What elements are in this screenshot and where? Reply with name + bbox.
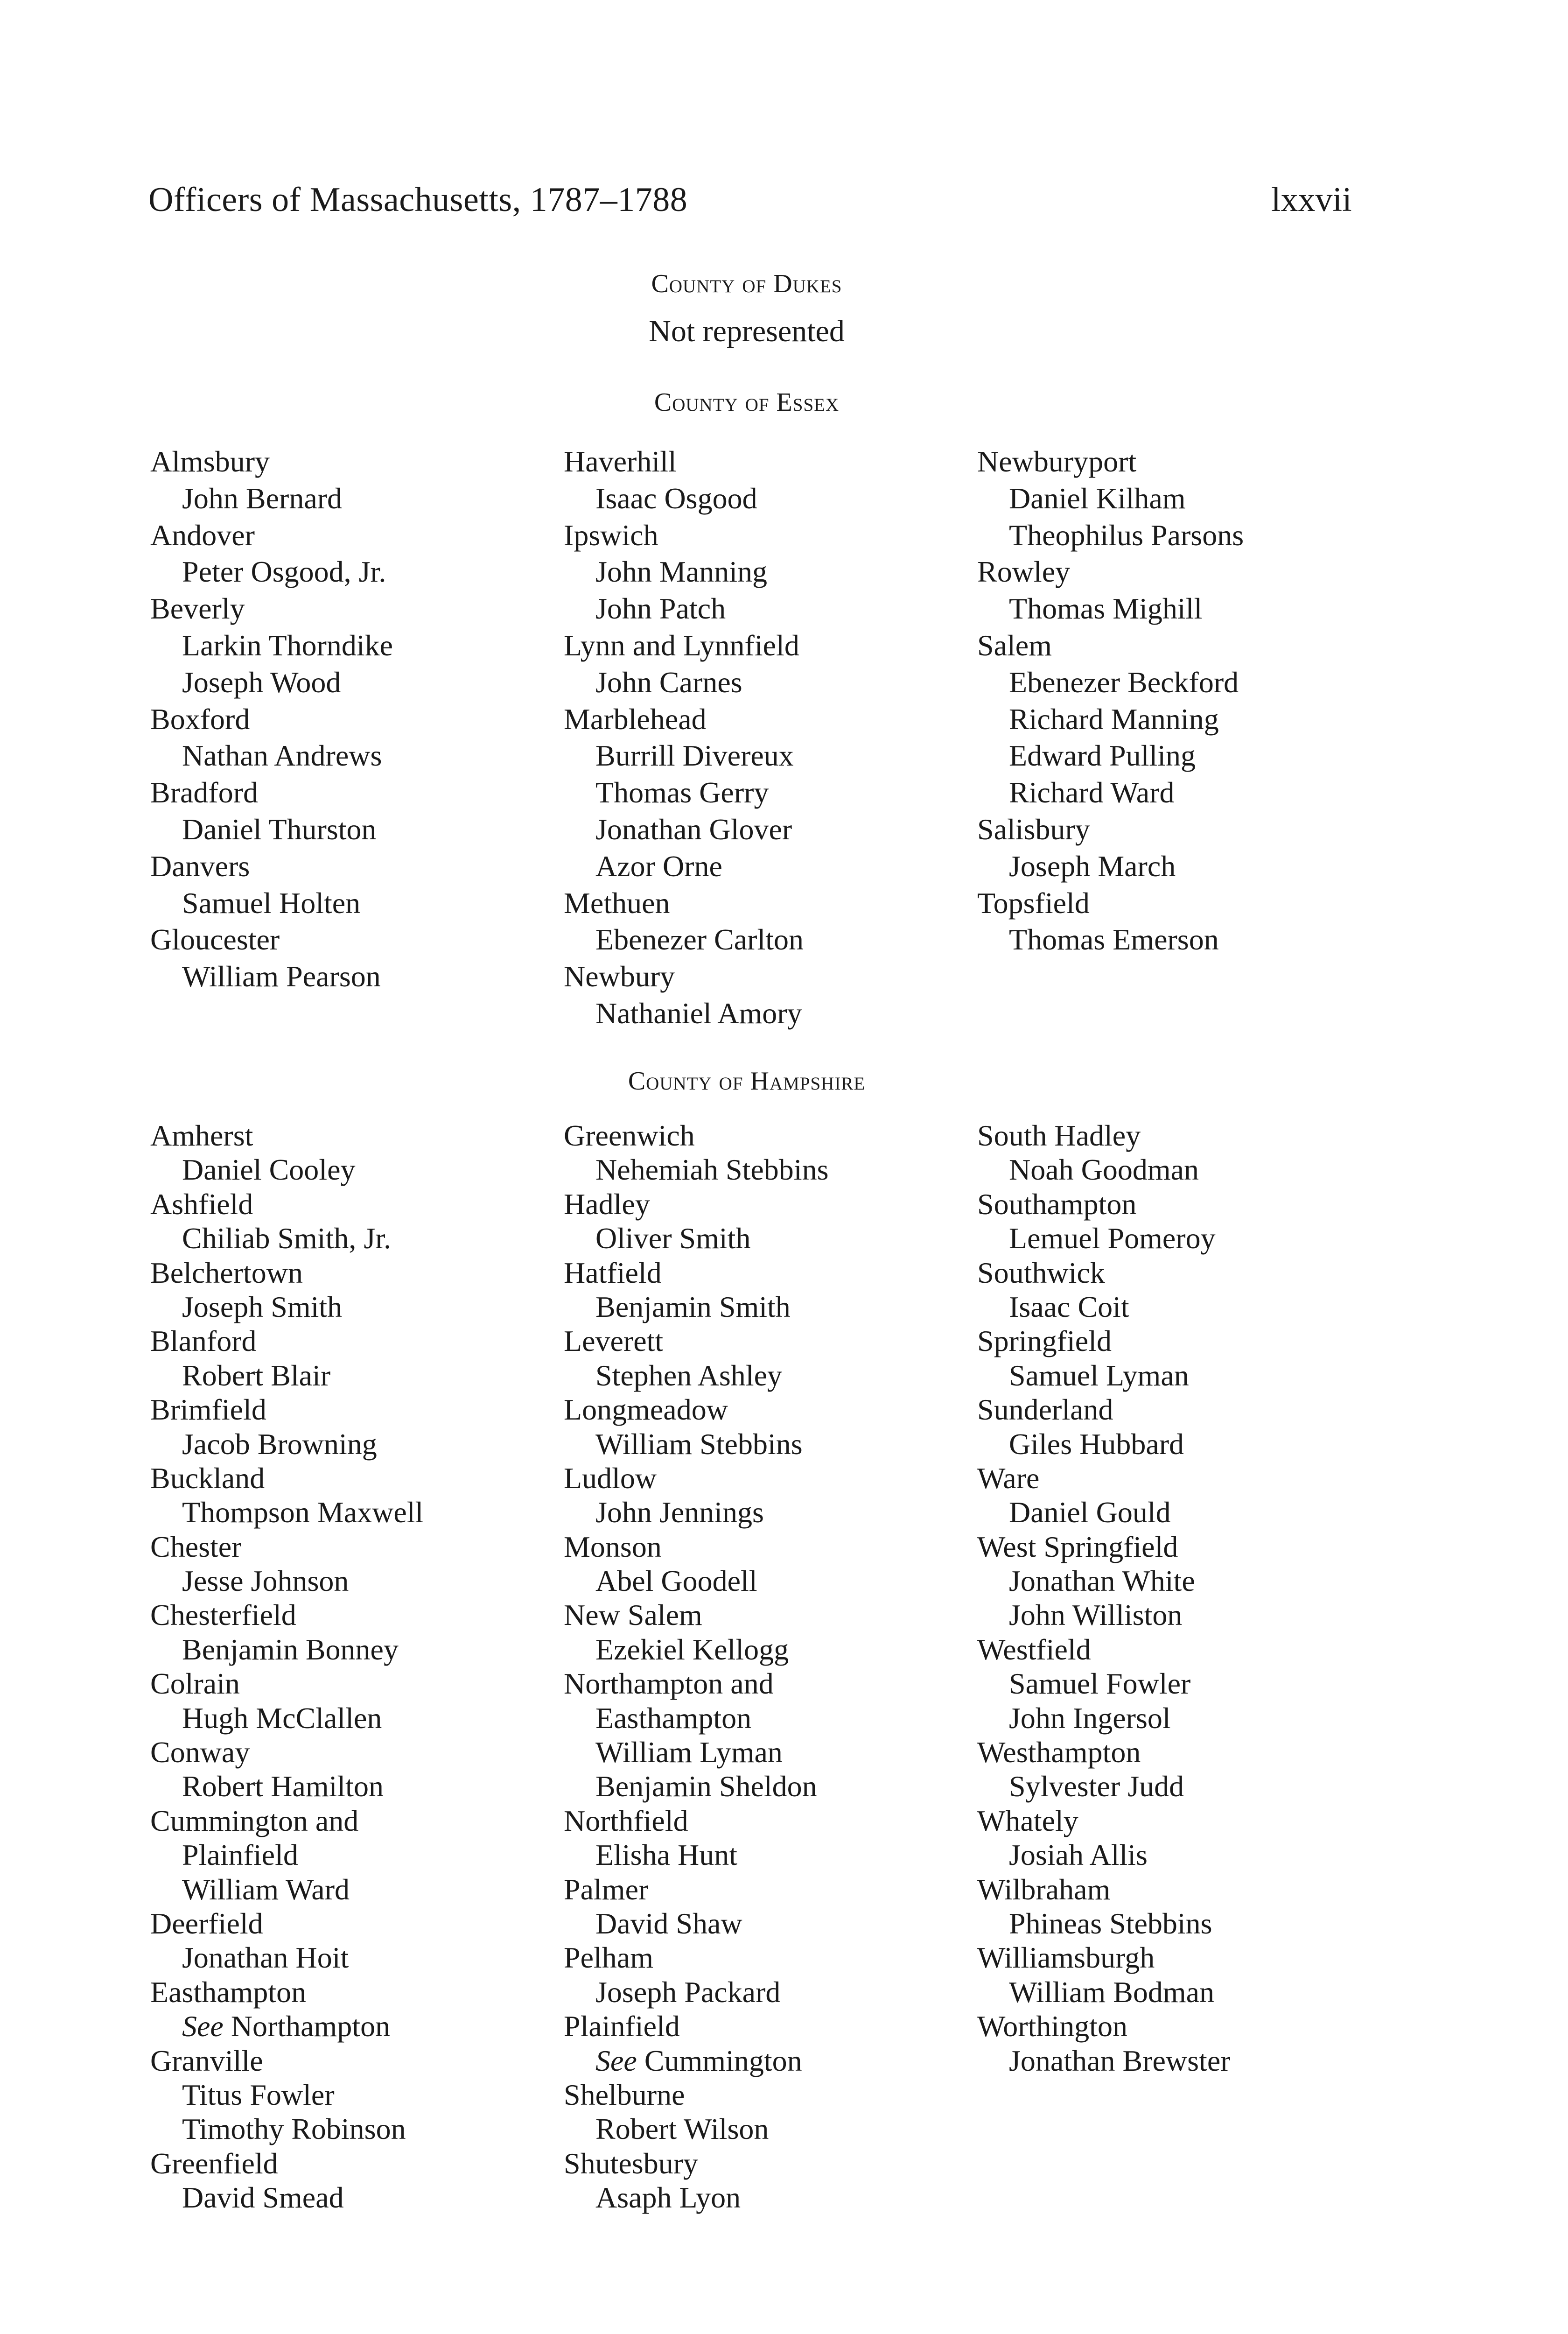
representative-entry: Robert Hamilton: [182, 1770, 384, 1803]
essex-heading: County of Essex: [654, 388, 840, 417]
town-entry: Deerfield: [150, 1906, 263, 1940]
representative-entry: Peter Osgood, Jr.: [182, 555, 386, 589]
representative-entry: William Pearson: [182, 960, 381, 993]
representative-entry: Samuel Holten: [182, 886, 361, 920]
town-entry: Almsbury: [150, 445, 270, 478]
representative-entry: Samuel Lyman: [1009, 1358, 1189, 1392]
representative-entry: Ebenezer Beckford: [1009, 665, 1239, 699]
representative-entry: Giles Hubbard: [1009, 1427, 1184, 1461]
representative-entry: Azor Orne: [595, 849, 722, 883]
town-entry: Topsfield: [977, 886, 1090, 920]
cross-reference-target: Northampton: [231, 2010, 391, 2043]
town-entry: Chester: [150, 1530, 242, 1563]
hampshire-heading: County of Hampshire: [628, 1067, 866, 1096]
town-entry: Leverett: [564, 1324, 664, 1358]
representative-entry: [564, 2044, 828, 2078]
representative-entry: Phineas Stebbins: [1009, 1906, 1212, 1940]
representative-entry: Thompson Maxwell: [182, 1496, 424, 1529]
town-entry: Danvers: [150, 849, 250, 883]
representative-entry: Richard Ward: [1009, 776, 1175, 809]
representative-entry: Chiliab Smith, Jr.: [182, 1222, 392, 1255]
town-entry: Marblehead: [564, 702, 707, 736]
representative-entry: John Manning: [595, 555, 767, 589]
dukes-note: Not represented: [649, 314, 845, 348]
essex-column-2: [564, 443, 804, 1032]
town-entry: Granville: [150, 2044, 263, 2077]
representative-entry: John Jennings: [595, 1496, 764, 1529]
town-entry: Chesterfield: [150, 1598, 296, 1632]
town-entry: Colrain: [150, 1667, 240, 1701]
town-entry: Ware: [977, 1461, 1040, 1495]
town-entry: Amherst: [150, 1119, 253, 1152]
town-entry: Methuen: [564, 886, 670, 920]
representative-entry: Richard Manning: [1009, 702, 1219, 736]
representative-entry: Titus Fowler: [182, 2078, 335, 2111]
town-entry: Pelham: [564, 1941, 653, 1975]
representative-entry: Lemuel Pomeroy: [1009, 1222, 1216, 1255]
representative-entry: John Bernard: [182, 481, 343, 515]
town-entry: Longmeadow: [564, 1393, 728, 1427]
representative-entry: Jacob Browning: [182, 1427, 377, 1461]
representative-entry: Oliver Smith: [595, 1222, 751, 1255]
representative-entry: Elisha Hunt: [595, 1838, 737, 1872]
cross-reference-target: Cummington: [644, 2044, 802, 2077]
town-entry: Gloucester: [150, 923, 280, 956]
representative-entry: John Patch: [595, 592, 726, 626]
representative-entry: Daniel Cooley: [182, 1153, 356, 1187]
hampshire-column-3: [977, 1118, 1231, 2078]
representative-entry: Timothy Robinson: [182, 2112, 406, 2146]
representative-entry: John Ingersol: [1009, 1701, 1171, 1735]
town-entry: Brimfield: [150, 1393, 266, 1427]
town-entry: Newburyport: [977, 445, 1137, 478]
town-entry: Buckland: [150, 1461, 265, 1495]
town-entry: Northampton and: [564, 1667, 774, 1701]
page-number: lxxvii: [1271, 181, 1352, 219]
town-entry: Rowley: [977, 555, 1071, 589]
town-entry: South Hadley: [977, 1119, 1141, 1152]
town-entry: Palmer: [564, 1872, 649, 1906]
representative-entry: Isaac Osgood: [595, 481, 757, 515]
representative-entry: Jonathan White: [1009, 1564, 1195, 1598]
representative-entry: Thomas Mighill: [1009, 592, 1203, 626]
representative-entry: Jonathan Glover: [595, 812, 792, 846]
cross-reference-label: See: [182, 2010, 224, 2043]
town-entry: Westhampton: [977, 1736, 1141, 1769]
representative-entry: Daniel Gould: [1009, 1496, 1171, 1529]
running-head: Officers of Massachusetts, 1787–1788: [148, 181, 688, 219]
town-entry: Conway: [150, 1736, 250, 1769]
town-entry: Ipswich: [564, 518, 658, 552]
representative-entry: William Lyman: [595, 1736, 783, 1769]
dukes-heading: County of Dukes: [651, 269, 842, 298]
town-entry: Southampton: [977, 1187, 1137, 1221]
hampshire-column-1: [150, 1118, 423, 2215]
town-entry: Ashfield: [150, 1187, 253, 1221]
town-entry: Haverhill: [564, 445, 677, 478]
essex-column-1: [150, 443, 393, 995]
representative-entry: John Carnes: [595, 665, 742, 699]
town-entry: Northfield: [564, 1804, 688, 1837]
representative-entry: Jonathan Brewster: [1009, 2044, 1231, 2077]
town-entry: Shutesbury: [564, 2146, 698, 2180]
town-entry: Plainfield: [564, 2010, 680, 2043]
representative-entry: Larkin Thorndike: [182, 628, 393, 662]
town-entry: Monson: [564, 1530, 662, 1563]
representative-entry: Isaac Coit: [1009, 1290, 1129, 1323]
representative-entry: Josiah Allis: [1009, 1838, 1148, 1872]
representative-entry: Nathaniel Amory: [595, 996, 802, 1030]
representative-entry: Daniel Kilham: [1009, 481, 1186, 515]
town-entry: Williamsburgh: [977, 1941, 1155, 1975]
town-entry: Wilbraham: [977, 1872, 1111, 1906]
representative-entry: Joseph Packard: [595, 1975, 781, 2009]
representative-entry: John Williston: [1009, 1598, 1183, 1632]
town-entry: Greenwich: [564, 1119, 695, 1152]
representative-entry: Benjamin Bonney: [182, 1632, 399, 1666]
representative-entry: Robert Blair: [182, 1358, 331, 1392]
town-entry: Springfield: [977, 1324, 1112, 1358]
representative-entry: Jesse Johnson: [182, 1564, 349, 1598]
town-entry: Salisbury: [977, 812, 1090, 846]
town-entry: Whately: [977, 1804, 1078, 1837]
hampshire-column-2: [564, 1118, 828, 2215]
representative-entry: Theophilus Parsons: [1009, 518, 1244, 552]
representative-entry: Joseph Wood: [182, 665, 341, 699]
town-entry: Westfield: [977, 1632, 1091, 1666]
representative-entry: Noah Goodman: [1009, 1153, 1199, 1187]
town-entry: Cummington and: [150, 1804, 359, 1837]
town-entry: Ludlow: [564, 1461, 657, 1495]
town-entry: Worthington: [977, 2010, 1127, 2043]
representative-entry: Nathan Andrews: [182, 739, 382, 773]
representative-entry: Samuel Fowler: [1009, 1667, 1191, 1701]
town-entry: Shelburne: [564, 2078, 685, 2111]
representative-entry: Stephen Ashley: [595, 1358, 782, 1392]
representative-entry: Thomas Gerry: [595, 776, 769, 809]
town-entry: Belchertown: [150, 1256, 303, 1289]
representative-entry: Benjamin Sheldon: [595, 1770, 817, 1803]
town-entry: New Salem: [564, 1598, 702, 1632]
representative-entry: Ezekiel Kellogg: [595, 1632, 789, 1666]
town-entry: Sunderland: [977, 1393, 1113, 1427]
representative-entry: Ebenezer Carlton: [595, 923, 804, 956]
town-entry: Lynn and Lynnfield: [564, 628, 799, 662]
town-entry: Blanford: [150, 1324, 257, 1358]
representative-entry: [150, 2009, 423, 2043]
representative-entry: David Smead: [182, 2181, 344, 2214]
representative-entry: David Shaw: [595, 1906, 742, 1940]
town-entry: Andover: [150, 518, 255, 552]
representative-entry: Nehemiah Stebbins: [595, 1153, 829, 1187]
representative-entry: Sylvester Judd: [1009, 1770, 1184, 1803]
representative-entry: William Ward: [182, 1872, 350, 1906]
town-entry: Boxford: [150, 702, 250, 736]
town-entry: Salem: [977, 628, 1052, 662]
representative-entry: William Bodman: [1009, 1975, 1215, 2009]
representative-entry: William Stebbins: [595, 1427, 803, 1461]
town-entry: Easthampton: [150, 1975, 307, 2009]
town-entry: Southwick: [977, 1256, 1105, 1289]
representative-entry: Easthampton: [595, 1701, 752, 1735]
representative-entry: Benjamin Smith: [595, 1290, 791, 1323]
representative-entry: Plainfield: [182, 1838, 298, 1872]
representative-entry: Abel Goodell: [595, 1564, 757, 1598]
town-entry: Hadley: [564, 1187, 650, 1221]
representative-entry: Daniel Thurston: [182, 812, 377, 846]
town-entry: West Springfield: [977, 1530, 1178, 1563]
representative-entry: Joseph Smith: [182, 1290, 343, 1323]
representative-entry: Edward Pulling: [1009, 739, 1196, 773]
representative-entry: Thomas Emerson: [1009, 923, 1219, 956]
town-entry: Hatfield: [564, 1256, 662, 1289]
representative-entry: Robert Wilson: [595, 2112, 769, 2146]
representative-entry: Joseph March: [1009, 849, 1176, 883]
representative-entry: Burrill Divereux: [595, 739, 794, 773]
representative-entry: Asaph Lyon: [595, 2181, 741, 2214]
town-entry: Bradford: [150, 776, 259, 809]
town-entry: Beverly: [150, 592, 245, 626]
representative-entry: Hugh McClallen: [182, 1701, 382, 1735]
town-entry: Newbury: [564, 960, 675, 993]
town-entry: Greenfield: [150, 2146, 278, 2180]
representative-entry: Jonathan Hoit: [182, 1941, 349, 1975]
essex-column-3: [977, 443, 1244, 958]
cross-reference-label: See: [595, 2044, 637, 2077]
